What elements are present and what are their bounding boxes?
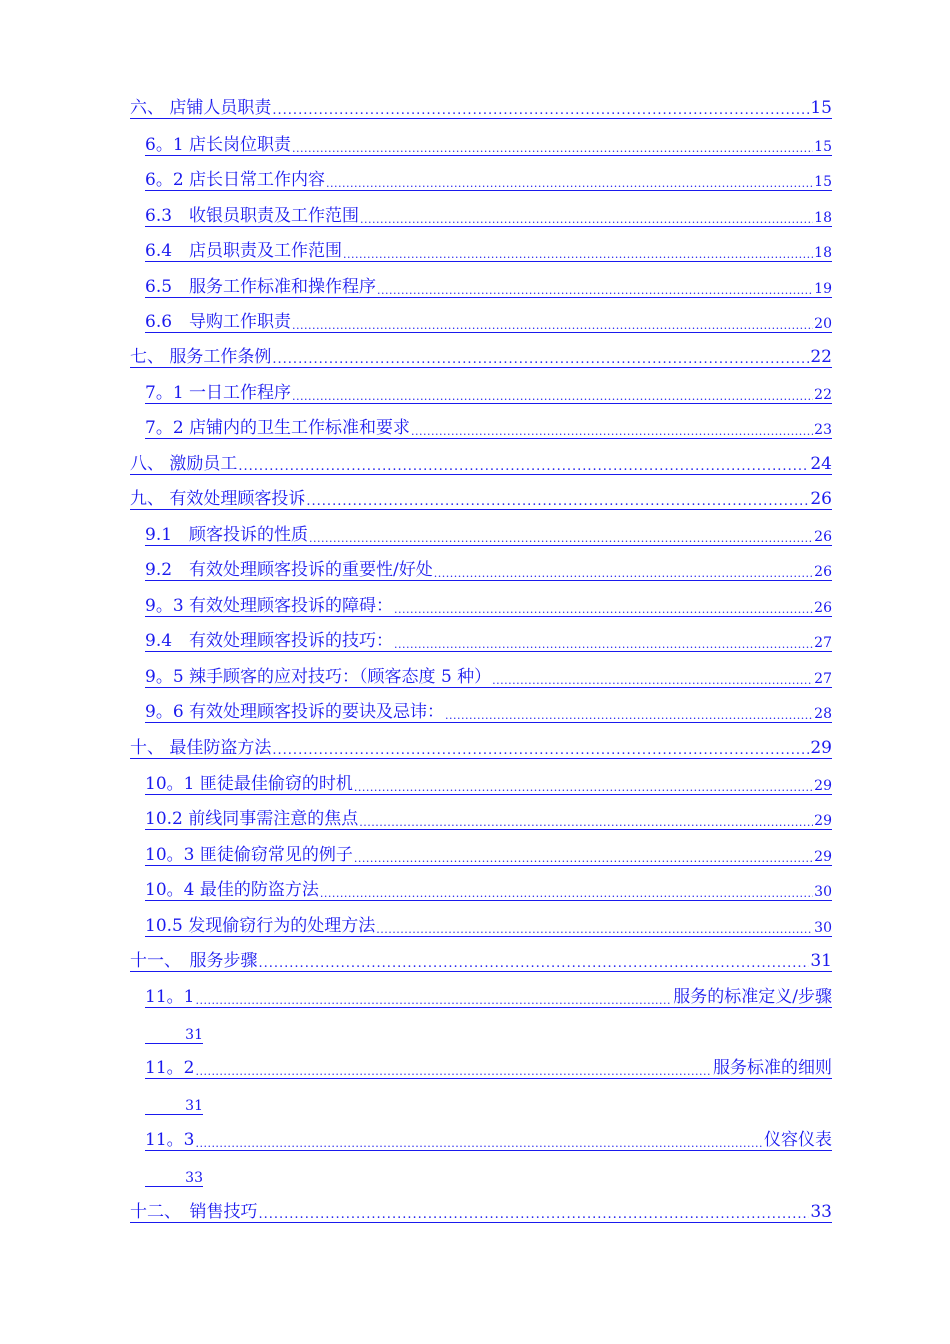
toc-page-number: 27 bbox=[814, 671, 832, 687]
toc-entry[interactable] bbox=[145, 1060, 832, 1079]
toc-page-number: 27 bbox=[814, 635, 832, 651]
toc-page-number: 20 bbox=[814, 316, 832, 332]
toc-entry[interactable] bbox=[145, 811, 832, 830]
toc-entry-title: 9.4 有效处理顾客投诉的技巧： bbox=[145, 631, 394, 651]
toc-entry[interactable] bbox=[145, 385, 832, 404]
toc-leader-dots bbox=[195, 1066, 712, 1078]
toc-page-number[interactable]: 33 bbox=[145, 1171, 203, 1187]
toc-leader-dots bbox=[411, 426, 813, 438]
toc-entry-title: 6.4 店员职责及工作范围 bbox=[145, 241, 343, 261]
toc-entry-title: 九、 有效处理顾客投诉 bbox=[130, 489, 306, 509]
toc-entry-title: 9。3 有效处理顾客投诉的障碍： bbox=[145, 596, 394, 616]
toc-page-number: 15 bbox=[814, 174, 832, 190]
toc-entry[interactable] bbox=[145, 208, 832, 227]
toc-page-number: 29 bbox=[810, 738, 832, 758]
toc-entry[interactable] bbox=[130, 1204, 832, 1223]
toc-entry[interactable] bbox=[130, 953, 832, 972]
toc-page-number[interactable]: 31 bbox=[145, 1028, 203, 1044]
toc-entry-title: 八、 激励员工 bbox=[130, 454, 238, 474]
toc-page-number: 22 bbox=[814, 387, 832, 403]
toc-entry[interactable] bbox=[130, 349, 832, 368]
toc-leader-dots bbox=[326, 178, 813, 190]
toc-page-number: 30 bbox=[814, 884, 832, 900]
toc-entry-title: 7。2 店铺内的卫生工作标准和要求 bbox=[145, 418, 411, 438]
toc-page-number: 15 bbox=[810, 98, 832, 118]
toc-page-number: 24 bbox=[810, 454, 832, 474]
toc-entry-trailing-title: 服务的标准定义/步骤 bbox=[673, 987, 832, 1007]
toc-page-number: 18 bbox=[814, 210, 832, 226]
toc-leader-dots bbox=[272, 353, 809, 367]
toc-entry[interactable] bbox=[130, 491, 832, 510]
toc-page-number: 26 bbox=[810, 489, 832, 509]
toc-entry[interactable] bbox=[145, 918, 832, 937]
toc-entry-title: 10。4 最佳的防盗方法 bbox=[145, 880, 319, 900]
toc-leader-dots bbox=[434, 568, 813, 580]
toc-leader-dots bbox=[360, 214, 813, 226]
toc-page-number: 29 bbox=[814, 778, 832, 794]
toc-entry-title: 10.2 前线同事需注意的焦点 bbox=[145, 809, 359, 829]
toc-entry[interactable] bbox=[145, 562, 832, 581]
toc-page-number: 23 bbox=[814, 422, 832, 438]
toc-leader-dots bbox=[492, 675, 813, 687]
toc-entry-title: 十一、 服务步骤 bbox=[130, 951, 258, 971]
toc-leader-dots bbox=[354, 853, 813, 865]
toc-entry-trailing-title: 仪容仪表 bbox=[764, 1130, 832, 1150]
toc-entry[interactable] bbox=[145, 989, 832, 1008]
toc-page-number[interactable]: 31 bbox=[145, 1099, 203, 1115]
toc-leader-dots bbox=[195, 1138, 763, 1150]
toc-entry-title: 六、 店铺人员职责 bbox=[130, 98, 272, 118]
toc-leader-dots bbox=[394, 604, 813, 616]
toc-leader-dots bbox=[292, 320, 813, 332]
toc-entry-title: 10。1 匪徒最佳偷窃的时机 bbox=[145, 774, 353, 794]
toc-entry-title: 6。1 店长岗位职责 bbox=[145, 135, 292, 155]
toc-page-number: 31 bbox=[810, 951, 832, 971]
toc-entry[interactable] bbox=[145, 527, 832, 546]
toc-leader-dots bbox=[445, 710, 813, 722]
toc-leader-dots bbox=[309, 533, 813, 545]
toc-leader-dots bbox=[272, 744, 809, 758]
toc-leader-dots bbox=[259, 1208, 810, 1222]
toc-entry-title: 十、 最佳防盗方法 bbox=[130, 738, 272, 758]
toc-entry[interactable] bbox=[145, 598, 832, 617]
toc-leader-dots bbox=[354, 782, 813, 794]
toc-leader-dots bbox=[306, 495, 809, 509]
toc-leader-dots bbox=[377, 285, 813, 297]
toc-page-number: 30 bbox=[814, 920, 832, 936]
toc-entry[interactable] bbox=[145, 279, 832, 298]
toc-entry[interactable] bbox=[130, 456, 832, 475]
toc-entry[interactable] bbox=[145, 1132, 832, 1151]
toc-entry-title: 9.2 有效处理顾客投诉的重要性/好处 bbox=[145, 560, 433, 580]
toc-page-number: 29 bbox=[814, 849, 832, 865]
toc-leader-dots bbox=[343, 249, 813, 261]
toc-page-number: 15 bbox=[814, 139, 832, 155]
toc-page-number: 26 bbox=[814, 600, 832, 616]
toc-leader-dots bbox=[320, 888, 813, 900]
toc-page-number: 28 bbox=[814, 706, 832, 722]
toc-entry-title: 7。1 一日工作程序 bbox=[145, 383, 292, 403]
toc-entry[interactable] bbox=[145, 172, 832, 191]
toc-entry-title: 9.1 顾客投诉的性质 bbox=[145, 525, 309, 545]
toc-entry[interactable] bbox=[145, 847, 832, 866]
toc-leader-dots bbox=[394, 639, 813, 651]
toc-entry-title: 11。1 bbox=[145, 987, 195, 1007]
toc-entry[interactable] bbox=[145, 420, 832, 439]
toc-entry[interactable] bbox=[145, 314, 832, 333]
toc-entry-title: 七、 服务工作条例 bbox=[130, 347, 272, 367]
toc-entry-title: 十二、 销售技巧 bbox=[130, 1202, 258, 1222]
toc-entry[interactable] bbox=[145, 882, 832, 901]
toc-leader-dots bbox=[376, 924, 813, 936]
toc-entry[interactable] bbox=[145, 137, 832, 156]
toc-entry-title: 11。3 bbox=[145, 1130, 195, 1150]
toc-entry[interactable] bbox=[130, 740, 832, 759]
toc-page-number: 26 bbox=[814, 564, 832, 580]
toc-leader-dots bbox=[359, 817, 813, 829]
toc-entry[interactable] bbox=[145, 243, 832, 262]
toc-leader-dots bbox=[292, 391, 813, 403]
toc-entry-trailing-title: 服务标准的细则 bbox=[713, 1058, 832, 1078]
toc-page-number: 33 bbox=[810, 1202, 832, 1222]
toc-leader-dots bbox=[195, 995, 672, 1007]
toc-page-number: 19 bbox=[814, 281, 832, 297]
toc-entry[interactable] bbox=[145, 633, 832, 652]
toc-entry-title: 9。5 辣手顾客的应对技巧：（顾客态度 5 种） bbox=[145, 667, 492, 687]
toc-entry[interactable] bbox=[130, 100, 832, 119]
toc-leader-dots bbox=[272, 104, 809, 118]
toc-page-number: 26 bbox=[814, 529, 832, 545]
toc-entry-title: 6.6 导购工作职责 bbox=[145, 312, 292, 332]
toc-entry-title: 10。3 匪徒偷窃常见的例子 bbox=[145, 845, 353, 865]
toc-page-number: 18 bbox=[814, 245, 832, 261]
toc-leader-dots bbox=[259, 957, 810, 971]
toc-entry-title: 6。2 店长日常工作内容 bbox=[145, 170, 326, 190]
toc-entry-title: 11。2 bbox=[145, 1058, 195, 1078]
toc-entry-title: 6.5 服务工作标准和操作程序 bbox=[145, 277, 377, 297]
toc-entry-title: 10.5 发现偷窃行为的处理方法 bbox=[145, 916, 376, 936]
toc-entry-title: 6.3 收银员职责及工作范围 bbox=[145, 206, 360, 226]
toc-leader-dots bbox=[238, 460, 809, 474]
toc-page-number: 29 bbox=[814, 813, 832, 829]
toc-page-number: 22 bbox=[810, 347, 832, 367]
toc-entry[interactable] bbox=[145, 669, 832, 688]
toc-entry-title: 9。6 有效处理顾客投诉的要诀及忌讳： bbox=[145, 702, 445, 722]
toc-entry[interactable] bbox=[145, 776, 832, 795]
toc-leader-dots bbox=[292, 143, 813, 155]
toc-entry[interactable] bbox=[145, 704, 832, 723]
